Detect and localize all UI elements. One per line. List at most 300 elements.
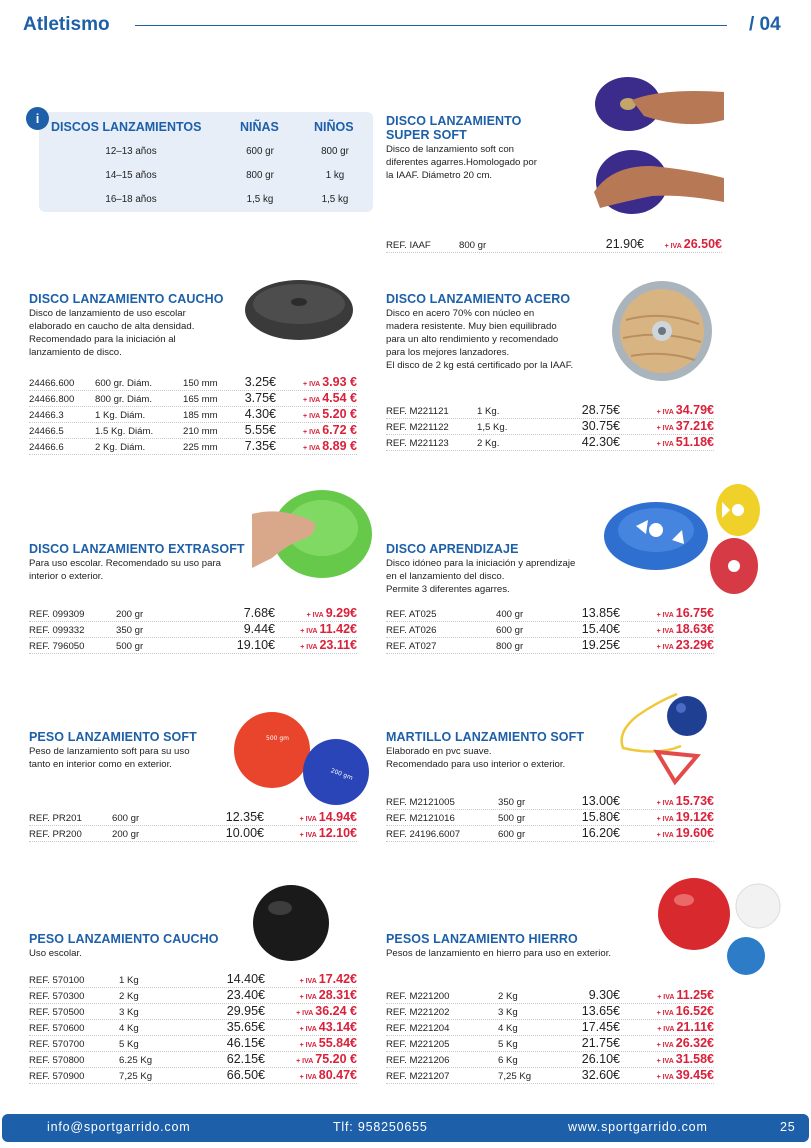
iva-label: + IVA xyxy=(656,612,674,619)
iva-value: 80.47€ xyxy=(318,1068,357,1082)
weight: 600 gr xyxy=(496,625,524,636)
product-caucho-disc xyxy=(29,292,259,359)
weight: 600 gr. Diám. xyxy=(95,378,153,389)
price-row xyxy=(386,1052,714,1068)
iva-label: + IVA xyxy=(656,425,674,432)
iva-label: + IVA xyxy=(303,429,321,436)
weight: 800 gr. Diám. xyxy=(95,394,153,405)
price: 46.15€ xyxy=(226,1036,265,1050)
iva-label: + IVA xyxy=(656,441,674,448)
price-row xyxy=(29,439,357,455)
price-with-iva xyxy=(277,826,357,840)
iva-value: 55.84€ xyxy=(318,1036,357,1050)
price-list xyxy=(386,794,714,842)
price-with-iva xyxy=(277,391,357,405)
iva-label: + IVA xyxy=(656,1042,674,1049)
price-with-iva xyxy=(634,794,714,808)
price-with-iva xyxy=(634,1068,714,1082)
price-row xyxy=(29,988,357,1004)
iva-label: + IVA xyxy=(300,644,318,651)
price: 62.15€ xyxy=(226,1052,265,1066)
price-row xyxy=(386,826,714,842)
soft-shot-image xyxy=(232,710,372,806)
price-with-iva xyxy=(277,622,357,636)
price-with-iva xyxy=(277,638,357,652)
iva-label: + IVA xyxy=(299,1026,317,1033)
price-row xyxy=(29,375,357,391)
ref-code: REF. M2121005 xyxy=(386,797,455,808)
price-with-iva xyxy=(634,1052,714,1066)
price: 9.44€ xyxy=(243,622,275,636)
price: 3.25€ xyxy=(244,375,276,389)
ref-code: REF. M2121016 xyxy=(386,813,455,824)
price-row xyxy=(386,988,714,1004)
iva-label: + IVA xyxy=(303,445,321,452)
iva-label: + IVA xyxy=(299,978,317,985)
price-row xyxy=(29,423,357,439)
price-with-iva xyxy=(277,439,357,453)
iva-value: 39.45€ xyxy=(675,1068,714,1082)
extrasoft-disc-image xyxy=(252,488,374,584)
price-with-iva xyxy=(277,1004,357,1018)
weight: 5 Kg xyxy=(498,1039,518,1050)
product-description: Disco de lanzamiento soft con diferentes agarres.Homologado por la IAAF. Diámetro 20 cm. xyxy=(386,144,537,181)
product-title: DISCO APRENDIZAJE xyxy=(386,542,519,556)
price-row xyxy=(29,606,357,622)
price: 32.60€ xyxy=(581,1068,620,1082)
table-header-discos: DISCOS LANZAMIENTOS xyxy=(51,120,202,134)
weight: 200 gr xyxy=(116,609,144,620)
iva-value: 18.63€ xyxy=(675,622,714,636)
ref-code: REF. M221204 xyxy=(386,1023,450,1034)
ref-code: REF. 570700 xyxy=(29,1039,85,1050)
price: 13.00€ xyxy=(581,794,620,808)
weight: 600 gr xyxy=(112,813,140,824)
product-title: DISCO LANZAMIENTO CAUCHO xyxy=(29,292,224,306)
price-with-iva xyxy=(634,1036,714,1050)
ref-code: REF. 570300 xyxy=(29,991,85,1002)
caucho-disc-image xyxy=(243,278,355,342)
weight: 7,25 Kg xyxy=(498,1071,532,1082)
footer-bar xyxy=(2,1114,809,1142)
price: 5.55€ xyxy=(244,423,276,437)
acero-disc-image xyxy=(611,280,713,382)
ref-code: REF. PR200 xyxy=(29,829,82,840)
iva-value: 75.20 € xyxy=(315,1052,357,1066)
price: 42.30€ xyxy=(581,435,620,449)
ref-code: 24466.5 xyxy=(29,426,64,437)
iva-value: 36.24 € xyxy=(315,1004,357,1018)
iva-value: 26.32€ xyxy=(675,1036,714,1050)
iva-value: 8.89 € xyxy=(322,439,357,453)
ref-code: 24466.600 xyxy=(29,378,75,389)
price-row xyxy=(386,606,714,622)
weight: 600 gr xyxy=(498,829,526,840)
product-description: Para uso escolar. Recomendado su uso para interior o exterior. xyxy=(29,558,221,582)
weight: 4 Kg xyxy=(119,1023,139,1034)
product-description: Elaborado en pvc suave. Recomendado para uso interior o exterior. xyxy=(386,746,566,770)
price-row xyxy=(386,622,714,638)
price-row xyxy=(29,391,357,407)
iva-label: + IVA xyxy=(656,816,674,823)
ref-code: REF. 570800 xyxy=(29,1055,85,1066)
iva-value: 5.20 € xyxy=(322,407,357,421)
price-list xyxy=(386,988,714,1084)
iva-label: + IVA xyxy=(296,1058,314,1065)
price-row xyxy=(386,435,714,451)
price-with-iva xyxy=(277,375,357,389)
weight: 2 Kg xyxy=(119,991,139,1002)
price: 16.20€ xyxy=(581,826,620,840)
weight: 6 Kg xyxy=(498,1055,518,1066)
iva-value: 9.29€ xyxy=(325,606,357,620)
iva-value: 37.21€ xyxy=(675,419,714,433)
iva-label: + IVA xyxy=(656,1010,674,1017)
diameter: 185 mm xyxy=(183,410,218,421)
weight: 1 Kg. xyxy=(477,406,500,417)
weight: 800 gr xyxy=(459,240,487,251)
ref-code: REF. 570600 xyxy=(29,1023,85,1034)
weight: 6.25 Kg xyxy=(119,1055,153,1066)
weight: 3 Kg xyxy=(498,1007,518,1018)
price: 17.45€ xyxy=(581,1020,620,1034)
ref-code: 24466.800 xyxy=(29,394,75,405)
price-row xyxy=(29,1036,357,1052)
ref-code: REF. M221202 xyxy=(386,1007,450,1018)
price-row xyxy=(29,810,357,826)
iva-value: 17.42€ xyxy=(318,972,357,986)
price-row xyxy=(386,810,714,826)
iva-value: 26.50€ xyxy=(683,237,722,251)
iva-label: + IVA xyxy=(300,628,318,635)
price-row xyxy=(29,622,357,638)
weight: 5 Kg xyxy=(119,1039,139,1050)
price-row xyxy=(386,1004,714,1020)
price-with-iva xyxy=(634,810,714,824)
price: 21.90€ xyxy=(605,237,644,251)
weight: 500 gr xyxy=(116,641,144,652)
price-row xyxy=(386,794,714,810)
weight: 350 gr xyxy=(498,797,526,808)
product-title: PESO LANZAMIENTO CAUCHO xyxy=(29,932,219,946)
price-row xyxy=(386,1036,714,1052)
price-with-iva xyxy=(277,1036,357,1050)
price-row xyxy=(29,1068,357,1084)
iva-label: + IVA xyxy=(656,628,674,635)
price-row xyxy=(29,972,357,988)
diameter: 165 mm xyxy=(183,394,218,405)
ref-code: REF. AT026 xyxy=(386,625,437,636)
product-description: Disco idóneo para la iniciación y aprendizaje en el lanzamiento del disco. Permite 3 diferentes agarres. xyxy=(386,558,576,595)
ref-code: 24466.6 xyxy=(29,442,64,453)
price-row xyxy=(386,237,722,253)
product-extrasoft-disc xyxy=(29,542,269,583)
iva-value: 51.18€ xyxy=(675,435,714,449)
table-cell: 800 gr xyxy=(321,146,349,157)
iva-value: 15.73€ xyxy=(675,794,714,808)
price-with-iva xyxy=(277,606,357,620)
iva-value: 11.25€ xyxy=(676,988,714,1002)
price-with-iva xyxy=(634,638,714,652)
product-aprendizaje-disc xyxy=(386,542,626,596)
iva-value: 23.11€ xyxy=(319,638,357,652)
ref-code: 24466.3 xyxy=(29,410,64,421)
diameter: 150 mm xyxy=(183,378,218,389)
iva-label: + IVA xyxy=(303,413,321,420)
ref-code: REF. AT025 xyxy=(386,609,437,620)
product-title: DISCO LANZAMIENTO SUPER SOFT xyxy=(386,114,522,142)
iva-value: 16.75€ xyxy=(675,606,714,620)
price: 13.65€ xyxy=(581,1004,620,1018)
ref-code: REF. 570100 xyxy=(29,975,85,986)
price: 21.75€ xyxy=(581,1036,620,1050)
price-row xyxy=(29,1020,357,1036)
price-list xyxy=(29,810,357,842)
price: 12.35€ xyxy=(225,810,264,824)
iva-label: + IVA xyxy=(299,994,317,1001)
diameter: 210 mm xyxy=(183,426,218,437)
weight: 400 gr xyxy=(496,609,524,620)
ref-code: REF. M221123 xyxy=(386,438,449,449)
price: 30.75€ xyxy=(581,419,620,433)
ref-code: REF. M221122 xyxy=(386,422,449,433)
price-with-iva xyxy=(277,972,357,986)
iva-label: + IVA xyxy=(306,612,324,619)
hierro-shot-image xyxy=(656,878,782,978)
ref-code: REF. M221207 xyxy=(386,1071,450,1082)
ref-code: REF. M221121 xyxy=(386,406,449,417)
iva-value: 16.52€ xyxy=(675,1004,714,1018)
iva-label: + IVA xyxy=(299,1042,317,1049)
weight: 800 gr xyxy=(496,641,524,652)
weight: 200 gr xyxy=(112,829,140,840)
ref-code: REF. 24196.6007 xyxy=(386,829,461,840)
price-with-iva xyxy=(634,403,714,417)
iva-value: 23.29€ xyxy=(675,638,714,652)
weight: 4 Kg xyxy=(498,1023,518,1034)
ref-code: REF. M221200 xyxy=(386,991,450,1002)
weight: 2 Kg. Diám. xyxy=(95,442,146,453)
table-cell: 16–18 años xyxy=(105,194,157,205)
price: 7.68€ xyxy=(243,606,275,620)
product-title: PESOS LANZAMIENTO HIERRO xyxy=(386,932,578,946)
iva-value: 4.54 € xyxy=(322,391,357,405)
footer-email[interactable]: info@sportgarrido.com xyxy=(47,1120,191,1134)
iva-value: 12.10€ xyxy=(318,826,357,840)
price-with-iva xyxy=(634,826,714,840)
price: 19.25€ xyxy=(581,638,620,652)
product-title: DISCO LANZAMIENTO EXTRASOFT xyxy=(29,542,245,556)
price: 15.40€ xyxy=(581,622,620,636)
price-row xyxy=(29,826,357,842)
diameter: 225 mm xyxy=(183,442,218,453)
weight: 350 gr xyxy=(116,625,144,636)
table-header-ninas: NIÑAS xyxy=(240,120,279,134)
weight: 500 gr xyxy=(498,813,526,824)
iva-value: 14.94€ xyxy=(318,810,357,824)
product-peso-soft xyxy=(29,730,229,771)
iva-value: 6.72 € xyxy=(322,423,357,437)
weight: 1,5 Kg. xyxy=(477,422,508,433)
ref-code: REF. M221205 xyxy=(386,1039,450,1050)
page-number: 25 xyxy=(780,1120,796,1134)
price-with-iva xyxy=(634,606,714,620)
ref-code: REF. 099309 xyxy=(29,609,85,620)
page-title: Atletismo xyxy=(23,14,110,35)
price: 3.75€ xyxy=(244,391,276,405)
price-with-iva xyxy=(277,1052,357,1066)
price: 28.75€ xyxy=(581,403,620,417)
ref-code: REF. PR201 xyxy=(29,813,82,824)
ball-weight-label: 200 gm xyxy=(329,767,354,782)
price-with-iva xyxy=(634,419,714,433)
iva-value: 31.58€ xyxy=(675,1052,714,1066)
footer-phone: Tlf: 958250655 xyxy=(333,1120,428,1134)
iva-value: 3.93 € xyxy=(322,375,357,389)
iva-label: + IVA xyxy=(664,243,682,250)
price-with-iva xyxy=(277,1020,357,1034)
product-description: Pesos de lanzamiento en hierro para uso en exterior. xyxy=(386,948,612,959)
product-description: Disco de lanzamiento de uso escolar elaborado en caucho de alta densidad. Recomendado para la iniciación al lanzamiento de disco. xyxy=(29,308,195,358)
price-with-iva xyxy=(634,1004,714,1018)
price: 4.30€ xyxy=(244,407,276,421)
section-number: / 04 xyxy=(749,14,781,35)
price-with-iva xyxy=(277,407,357,421)
product-peso-caucho xyxy=(29,932,249,960)
weight: 2 Kg. xyxy=(477,438,500,449)
ref-code: REF. 099332 xyxy=(29,625,85,636)
price-row xyxy=(386,403,714,419)
weight: 1 Kg. Diám. xyxy=(95,410,146,421)
price-with-iva xyxy=(277,988,357,1002)
product-acero-disc xyxy=(386,292,626,372)
product-super-soft xyxy=(386,114,616,182)
price-list xyxy=(29,972,357,1084)
price: 10.00€ xyxy=(225,826,264,840)
ref-code: REF. AT027 xyxy=(386,641,437,652)
price: 14.40€ xyxy=(226,972,265,986)
weight: 1.5 Kg. Diám. xyxy=(95,426,154,437)
iva-label: + IVA xyxy=(656,832,674,839)
table-cell: 1,5 kg xyxy=(321,194,349,205)
weight: 2 Kg xyxy=(498,991,518,1002)
price-row xyxy=(386,1068,714,1084)
price: 35.65€ xyxy=(226,1020,265,1034)
price-with-iva xyxy=(634,988,714,1002)
price-list xyxy=(386,606,714,654)
super-soft-disc-image xyxy=(592,70,726,220)
iva-label: + IVA xyxy=(657,994,675,1001)
product-pesos-hierro xyxy=(386,932,656,960)
price: 23.40€ xyxy=(226,988,265,1002)
iva-value: 19.60€ xyxy=(675,826,714,840)
price-row xyxy=(29,1052,357,1068)
price-list xyxy=(386,237,722,253)
ref-code: REF. 796050 xyxy=(29,641,85,652)
ref-code: REF. 570500 xyxy=(29,1007,85,1018)
product-description: Uso escolar. xyxy=(29,948,82,959)
table-cell: 600 gr xyxy=(246,146,274,157)
product-martillo-soft xyxy=(386,730,626,771)
price-row xyxy=(29,407,357,423)
iva-value: 21.11€ xyxy=(676,1020,714,1034)
price-list xyxy=(386,403,714,451)
price: 9.30€ xyxy=(588,988,620,1002)
product-title: DISCO LANZAMIENTO ACERO xyxy=(386,292,571,306)
table-cell: 12–13 años xyxy=(105,146,157,157)
iva-label: + IVA xyxy=(296,1010,314,1017)
price-with-iva xyxy=(277,423,357,437)
iva-value: 28.31€ xyxy=(318,988,357,1002)
ref-code: REF. IAAF xyxy=(386,240,431,251)
iva-value: 43.14€ xyxy=(318,1020,357,1034)
iva-value: 34.79€ xyxy=(675,403,714,417)
price-with-iva xyxy=(634,435,714,449)
table-cell: 800 gr xyxy=(246,170,274,181)
price-row xyxy=(29,1004,357,1020)
aprendizaje-disc-image xyxy=(604,480,760,596)
price: 26.10€ xyxy=(581,1052,620,1066)
price-row xyxy=(386,419,714,435)
price-with-iva xyxy=(634,622,714,636)
table-cell: 1,5 kg xyxy=(246,194,274,205)
product-title: MARTILLO LANZAMIENTO SOFT xyxy=(386,730,585,744)
product-description: Disco en acero 70% con núcleo en madera resistente. Muy bien equilibrado para un alto rendimiento y recomendado para los mejores lanzadores. El disco de 2 kg está certificado por la IAAF. xyxy=(386,308,574,371)
table-cell: 14–15 años xyxy=(105,170,157,181)
iva-label: + IVA xyxy=(303,381,321,388)
header-divider xyxy=(135,25,727,26)
price-row xyxy=(386,638,714,654)
iva-label: + IVA xyxy=(656,644,674,651)
weight: 7,25 Kg xyxy=(119,1071,153,1082)
iva-label: + IVA xyxy=(656,800,674,807)
table-cell: 1 kg xyxy=(325,170,345,181)
price-list xyxy=(29,375,357,455)
product-title: PESO LANZAMIENTO SOFT xyxy=(29,730,197,744)
info-icon: i xyxy=(26,107,49,130)
martillo-soft-image xyxy=(617,686,709,790)
ball-weight-label: 500 gm xyxy=(266,735,290,742)
iva-label: + IVA xyxy=(656,409,674,416)
iva-label: + IVA xyxy=(299,1074,317,1081)
caucho-shot-image xyxy=(252,884,330,962)
iva-label: + IVA xyxy=(657,1026,675,1033)
price: 7.35€ xyxy=(244,439,276,453)
price-list xyxy=(29,606,357,654)
price-row xyxy=(386,1020,714,1036)
iva-value: 11.42€ xyxy=(319,622,357,636)
weight: 1 Kg xyxy=(119,975,139,986)
price-with-iva xyxy=(277,1068,357,1082)
iva-label: + IVA xyxy=(656,1058,674,1065)
price: 66.50€ xyxy=(226,1068,265,1082)
weight: 3 Kg xyxy=(119,1007,139,1018)
iva-value: 19.12€ xyxy=(675,810,714,824)
iva-label: + IVA xyxy=(299,832,317,839)
ref-code: REF. M221206 xyxy=(386,1055,450,1066)
price: 15.80€ xyxy=(581,810,620,824)
price-row xyxy=(29,638,357,654)
price: 29.95€ xyxy=(226,1004,265,1018)
iva-label: + IVA xyxy=(303,397,321,404)
price-with-iva xyxy=(642,237,722,251)
price-with-iva xyxy=(277,810,357,824)
footer-website[interactable]: www.sportgarrido.com xyxy=(568,1120,708,1134)
price-with-iva xyxy=(634,1020,714,1034)
price: 13.85€ xyxy=(581,606,620,620)
table-header-ninos: NIÑOS xyxy=(314,120,354,134)
ref-code: REF. 570900 xyxy=(29,1071,85,1082)
